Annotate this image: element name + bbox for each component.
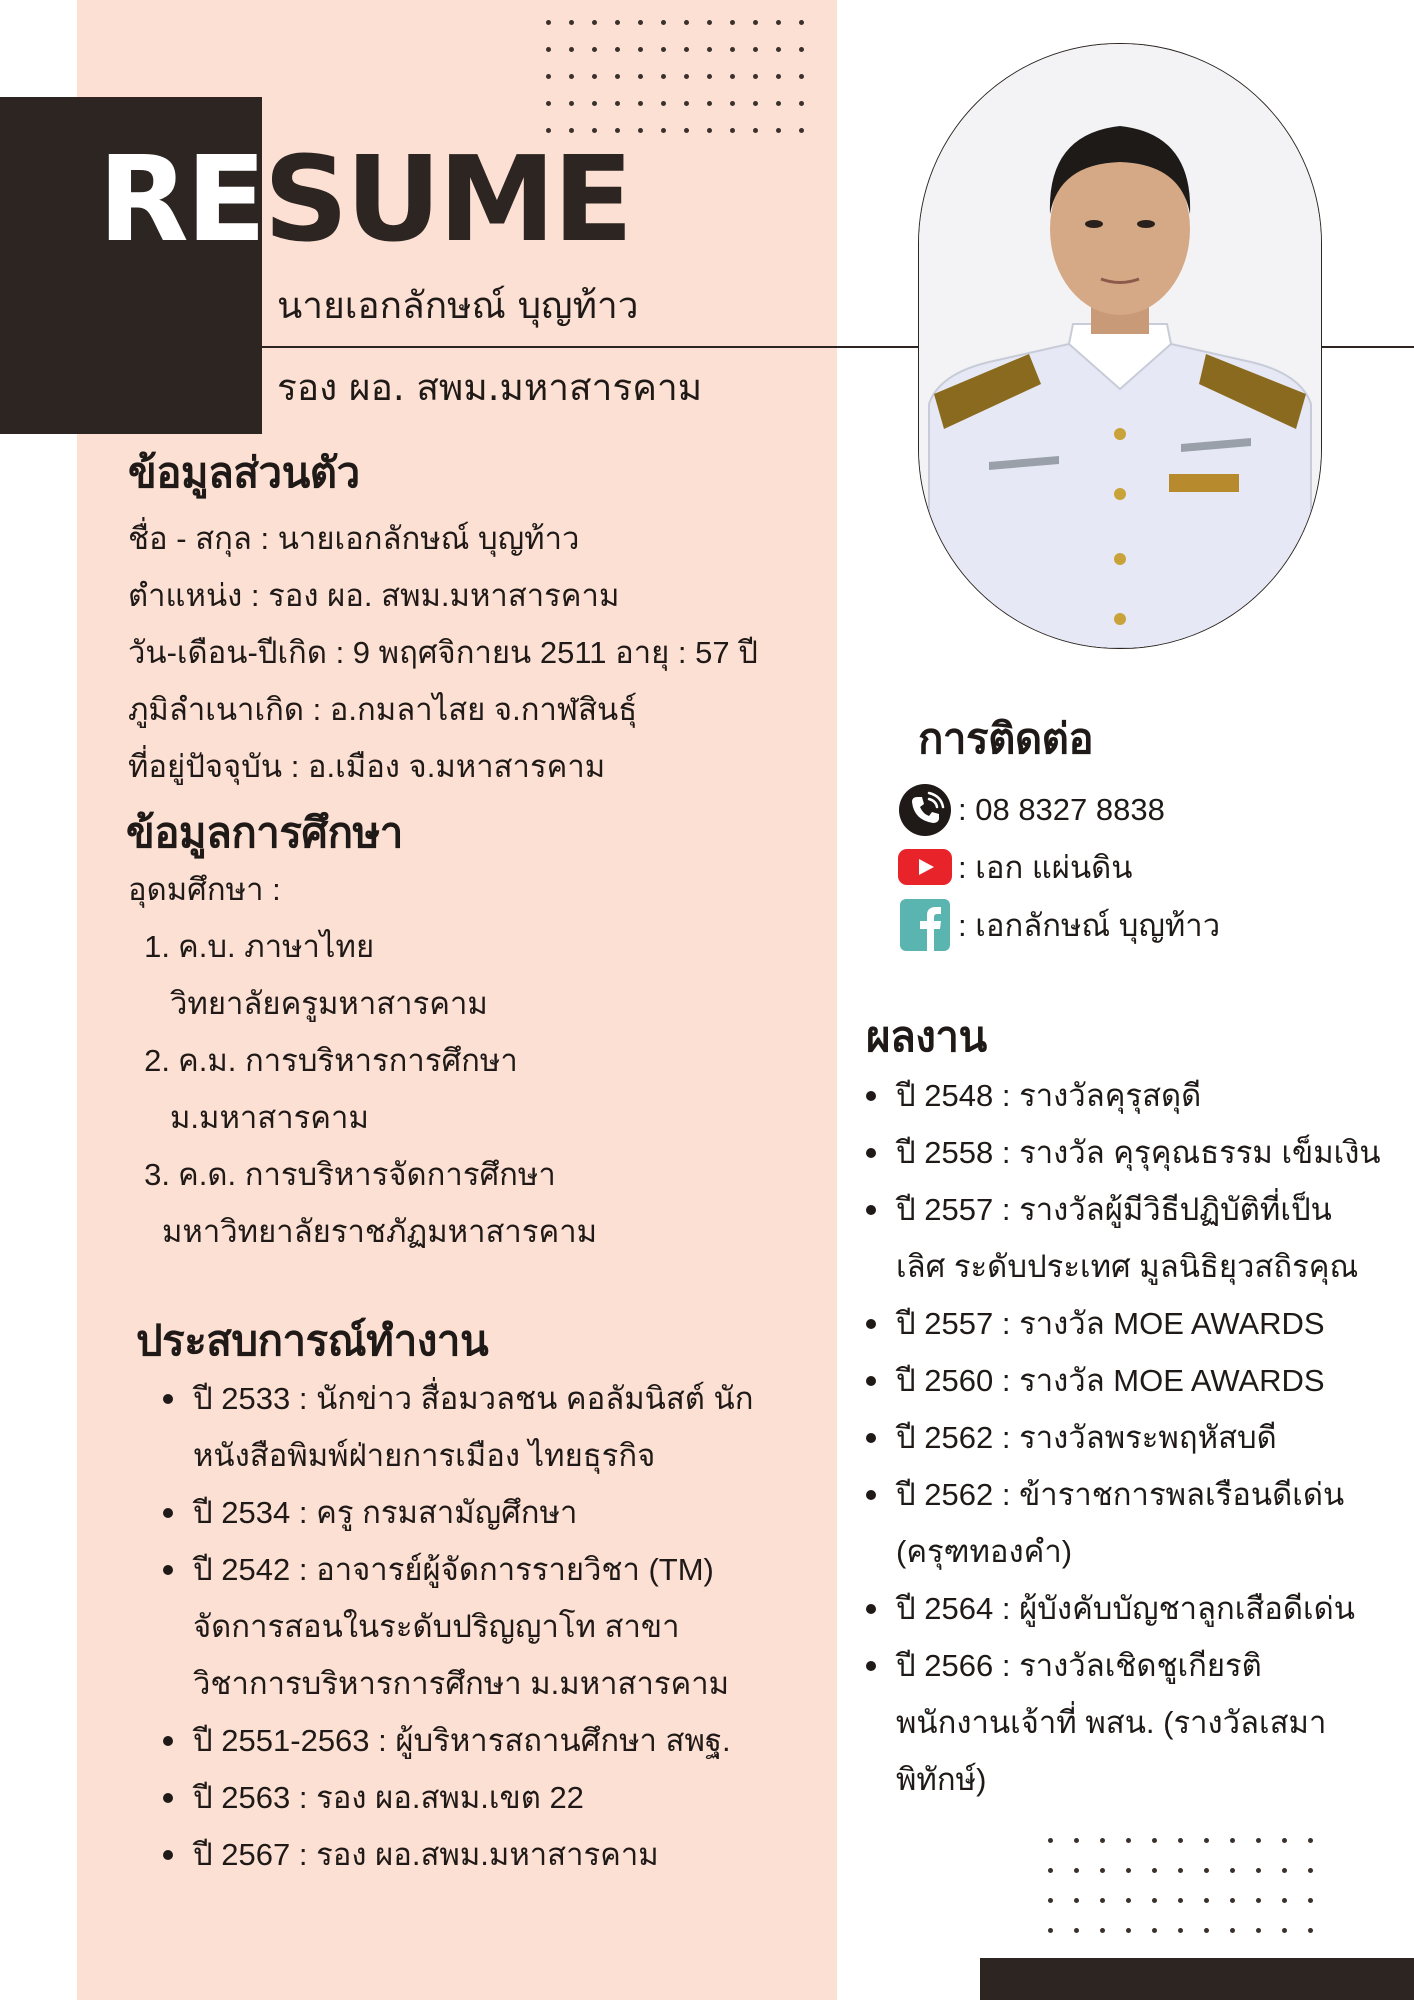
decorative-dot [546, 74, 551, 79]
decorative-dot [1126, 1928, 1131, 1933]
resume-title-part1: RE [98, 130, 264, 268]
decorative-dot [661, 128, 666, 133]
experience-item-line: จัดการสอนในระดับปริญญาโท สาขา [193, 1609, 680, 1644]
decorative-dot [707, 20, 712, 25]
decorative-dot [569, 20, 574, 25]
experience-item-line: วิชาการบริหารการศึกษา ม.มหาสารคาม [193, 1666, 730, 1701]
decorative-dot [1100, 1838, 1105, 1843]
experience-item [157, 1712, 817, 1769]
decorative-dot [661, 101, 666, 106]
decorative-dot [684, 20, 689, 25]
decorative-dot [799, 20, 804, 25]
decorative-dot [730, 47, 735, 52]
award-item-line: ปี 2548 : รางวัลคุรุสดุดี [896, 1078, 1202, 1113]
contact-facebook-text: : เอกลักษณ์ บุญท้าว [958, 908, 1221, 943]
education-list [128, 861, 597, 1260]
decorative-dot [1100, 1898, 1105, 1903]
decorative-dot [799, 74, 804, 79]
personal-info-line: ชื่อ - สกุล : นายเอกลักษณ์ บุญท้าว [128, 521, 580, 556]
decorative-dot [1178, 1868, 1183, 1873]
divider-line-left [262, 346, 928, 348]
decorative-dot [730, 101, 735, 106]
decorative-dot [615, 74, 620, 79]
personal-info-line: ตำแหน่ง : รอง ผอ. สพม.มหาสารคาม [128, 578, 620, 613]
decorative-dot [707, 128, 712, 133]
decorative-dot [592, 74, 597, 79]
award-item [860, 1352, 1414, 1409]
decorative-dot [1308, 1898, 1313, 1903]
decorative-dot [1152, 1928, 1157, 1933]
decorative-dot [776, 128, 781, 133]
decorative-dot [1048, 1928, 1053, 1933]
education-item-number: 3. [144, 1157, 170, 1192]
experience-item-line: ปี 2551-2563 : ผู้บริหารสถานศึกษา สพฐ. [193, 1723, 731, 1758]
decorative-dot [546, 20, 551, 25]
decorative-dot [1282, 1868, 1287, 1873]
decorative-dot [638, 20, 643, 25]
decorative-dot [1074, 1898, 1079, 1903]
awards-heading: ผลงาน [866, 1012, 987, 1061]
award-item [860, 1295, 1414, 1352]
awards-list [860, 1067, 1414, 1808]
education-degree-text: ค.บ. ภาษาไทย [178, 929, 375, 964]
decorative-dot-grid-bottom [1048, 1838, 1313, 1933]
decorative-dot [638, 128, 643, 133]
decorative-dot [1230, 1838, 1235, 1843]
contact-youtube-row[interactable] [898, 841, 1132, 893]
decorative-dot [1074, 1928, 1079, 1933]
experience-item-line: หนังสือพิมพ์ฝ่ายการเมือง ไทยธุรกิจ [193, 1438, 656, 1473]
award-item [860, 1067, 1414, 1124]
education-degree-text: ค.ม. การบริหารการศึกษา [178, 1043, 518, 1078]
contact-facebook-row[interactable] [898, 899, 1220, 951]
decorative-dot [569, 101, 574, 106]
decorative-dot [1282, 1898, 1287, 1903]
decorative-dot [1204, 1898, 1209, 1903]
experience-item-line: ปี 2534 : ครู กรมสามัญศึกษา [193, 1495, 578, 1530]
decorative-dot [1074, 1868, 1079, 1873]
divider-line-right [1312, 346, 1414, 348]
decorative-dot [661, 47, 666, 52]
profile-photo-illustration [919, 44, 1321, 648]
personal-info-heading: ข้อมูลส่วนตัว [128, 448, 360, 497]
decorative-dot [1126, 1868, 1131, 1873]
decorative-dot [1230, 1868, 1235, 1873]
decorative-dot [1256, 1838, 1261, 1843]
contact-phone-row[interactable] [898, 784, 1165, 836]
decorative-dot [592, 20, 597, 25]
personal-info-line: วัน-เดือน-ปีเกิด : 9 พฤศจิกายน 2511 อายุ : 57 ปี [128, 635, 758, 670]
award-item [860, 1580, 1414, 1637]
experience-list [157, 1370, 817, 1883]
decorative-dot [546, 47, 551, 52]
experience-item [157, 1541, 817, 1712]
decorative-dot [592, 101, 597, 106]
award-item-line: พนักงานเจ้าที่ พสน. (รางวัลเสมา [896, 1705, 1327, 1740]
education-item-degree [128, 1032, 597, 1089]
decorative-dot [1074, 1838, 1079, 1843]
decorative-dot [684, 128, 689, 133]
award-item-line: ปี 2562 : รางวัลพระพฤหัสบดี [896, 1420, 1277, 1455]
decorative-dot [1230, 1898, 1235, 1903]
decorative-dot [730, 128, 735, 133]
facebook-icon [898, 899, 952, 951]
experience-item [157, 1769, 817, 1826]
decorative-dot [1308, 1868, 1313, 1873]
decorative-dot [799, 47, 804, 52]
decorative-dot [730, 20, 735, 25]
decorative-dot [1282, 1928, 1287, 1933]
decorative-dot [1048, 1838, 1053, 1843]
person-role: รอง ผอ. สพม.มหาสารคาม [277, 366, 703, 409]
award-item-line: ปี 2560 : รางวัล MOE AWARDS [896, 1363, 1325, 1398]
decorative-dot [1204, 1928, 1209, 1933]
decorative-dot [638, 101, 643, 106]
personal-info-line: ภูมิลำเนาเกิด : อ.กมลาไสย จ.กาฬสินธุ์ [128, 692, 638, 727]
decorative-dot [615, 47, 620, 52]
person-name: นายเอกลักษณ์ บุญท้าว [277, 284, 639, 327]
decorative-dot [1256, 1898, 1261, 1903]
decorative-dot [569, 47, 574, 52]
decorative-dot [1178, 1928, 1183, 1933]
award-item-line: พิทักษ์) [896, 1762, 987, 1797]
decorative-dot [753, 128, 758, 133]
decorative-dot [1256, 1868, 1261, 1873]
personal-info-line: ที่อยู่ปัจจุบัน : อ.เมือง จ.มหาสารคาม [128, 749, 606, 784]
education-item-school: วิทยาลัยครูมหาสารคาม [170, 986, 488, 1021]
award-item-line: เลิศ ระดับประเทศ มูลนิธิยุวสถิรคุณ [896, 1249, 1359, 1284]
youtube-icon [898, 841, 952, 893]
decorative-dot [776, 47, 781, 52]
experience-item-line: ปี 2533 : นักข่าว สื่อมวลชน คอลัมนิสต์ นัก [193, 1381, 754, 1416]
award-item-line: ปี 2562 : ข้าราชการพลเรือนดีเด่น [896, 1477, 1345, 1512]
decorative-dot [1152, 1868, 1157, 1873]
decorative-dot [546, 101, 551, 106]
award-item-line: (ครุฑทองคำ) [896, 1534, 1073, 1569]
decorative-dot [776, 74, 781, 79]
experience-item-line: ปี 2542 : อาจารย์ผู้จัดการรายวิชา (TM) [193, 1552, 714, 1587]
experience-item [157, 1370, 817, 1484]
education-item-degree [128, 1146, 597, 1203]
decorative-dot [592, 47, 597, 52]
decorative-dot [1126, 1898, 1131, 1903]
personal-info-list [128, 510, 758, 795]
decorative-dot [1178, 1838, 1183, 1843]
decorative-dot [707, 74, 712, 79]
experience-item-line: ปี 2563 : รอง ผอ.สพม.เขต 22 [193, 1780, 584, 1815]
decorative-dot [707, 101, 712, 106]
award-item [860, 1466, 1414, 1580]
decorative-dot [638, 74, 643, 79]
decorative-dot [1152, 1898, 1157, 1903]
decorative-dot [1152, 1838, 1157, 1843]
decorative-dot [753, 101, 758, 106]
education-item-degree [128, 918, 597, 975]
decorative-dot [1204, 1838, 1209, 1843]
decorative-dot [1308, 1838, 1313, 1843]
decorative-dot [753, 20, 758, 25]
decorative-dot [661, 20, 666, 25]
experience-item [157, 1484, 817, 1541]
award-item-line: ปี 2564 : ผู้บังคับบัญชาลูกเสือดีเด่น [896, 1591, 1355, 1626]
decorative-dot [1256, 1928, 1261, 1933]
decorative-dot [1100, 1868, 1105, 1873]
decorative-dot [661, 74, 666, 79]
decorative-dot [753, 74, 758, 79]
experience-heading: ประสบการณ์ทำงาน [136, 1316, 489, 1365]
education-item-school: ม.มหาสารคาม [170, 1100, 369, 1135]
decorative-dot [684, 101, 689, 106]
decorative-dot [615, 20, 620, 25]
decorative-dot [776, 101, 781, 106]
contact-phone-text: : 08 8327 8838 [958, 792, 1165, 827]
award-item [860, 1409, 1414, 1466]
experience-item [157, 1826, 817, 1883]
contact-youtube-text: : เอก แผ่นดิน [958, 850, 1133, 885]
decorative-dot [753, 47, 758, 52]
education-degree-text: ค.ด. การบริหารจัดการศึกษา [178, 1157, 556, 1192]
decorative-dot [638, 47, 643, 52]
dark-bottom-bar [980, 1958, 1414, 2000]
education-item-number: 1. [144, 929, 170, 964]
decorative-dot [1282, 1838, 1287, 1843]
award-item-line: ปี 2557 : รางวัล MOE AWARDS [896, 1306, 1325, 1341]
decorative-dot [707, 47, 712, 52]
award-item-line: ปี 2558 : รางวัล คุรุคุณธรรม เข็มเงิน [896, 1135, 1381, 1170]
decorative-dot [1100, 1928, 1105, 1933]
decorative-dot [1048, 1898, 1053, 1903]
education-intro: อุดมศึกษา : [128, 872, 281, 907]
education-heading: ข้อมูลการศึกษา [126, 808, 403, 857]
resume-title-part2: SUME [263, 130, 631, 268]
decorative-dot [1308, 1928, 1313, 1933]
award-item [860, 1124, 1414, 1181]
award-item-line: ปี 2557 : รางวัลผู้มีวิธีปฏิบัติที่เป็น [896, 1192, 1332, 1227]
experience-item-line: ปี 2567 : รอง ผอ.สพม.มหาสารคาม [193, 1837, 659, 1872]
decorative-dot [799, 101, 804, 106]
decorative-dot-grid-top [546, 20, 804, 133]
education-item-school: มหาวิทยาลัยราชภัฏมหาสารคาม [162, 1214, 598, 1249]
decorative-dot [730, 74, 735, 79]
contact-heading: การติดต่อ [918, 714, 1094, 763]
decorative-dot [1230, 1928, 1235, 1933]
award-item [860, 1637, 1414, 1808]
decorative-dot [1048, 1868, 1053, 1873]
decorative-dot [799, 128, 804, 133]
award-item-line: ปี 2566 : รางวัลเชิดชูเกียรติ [896, 1648, 1262, 1683]
decorative-dot [684, 74, 689, 79]
decorative-dot [776, 20, 781, 25]
award-item [860, 1181, 1414, 1295]
decorative-dot [684, 47, 689, 52]
profile-photo [918, 43, 1322, 649]
decorative-dot [569, 74, 574, 79]
phone-icon [898, 784, 952, 836]
resume-title [98, 130, 631, 268]
decorative-dot [615, 101, 620, 106]
decorative-dot [1204, 1868, 1209, 1873]
decorative-dot [1178, 1898, 1183, 1903]
education-item-number: 2. [144, 1043, 170, 1078]
decorative-dot [1126, 1838, 1131, 1843]
